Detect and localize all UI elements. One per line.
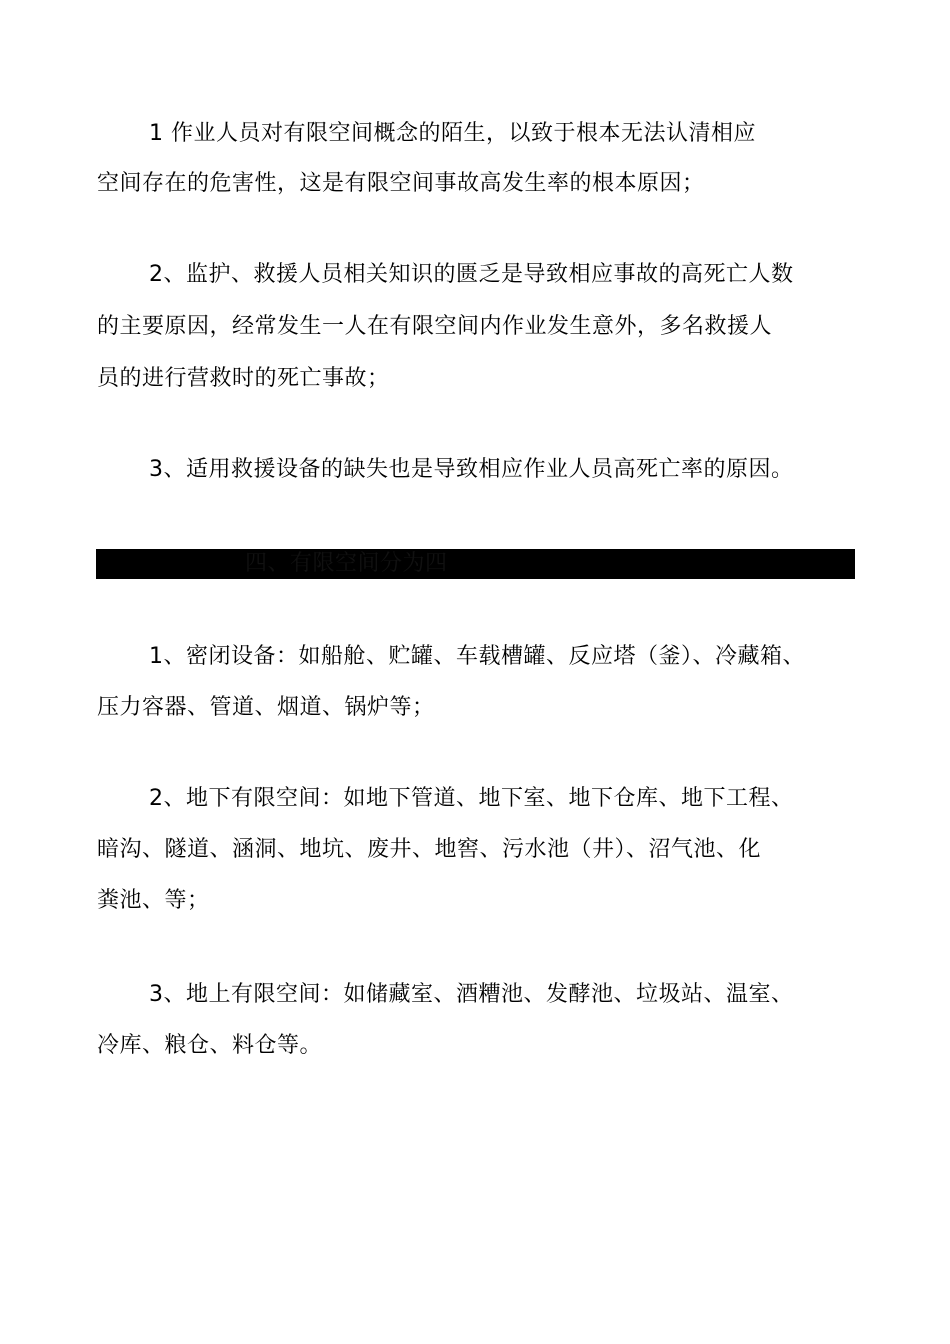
paragraph-line: 空间存在的危害性，这是有限空间事故高发生率的根本原因； bbox=[97, 171, 705, 196]
section-heading: 四、有限空间分为四 bbox=[245, 551, 448, 576]
paragraph-line: 3、地上有限空间：如储藏室、酒糟池、发酵池、垃圾站、温室、 bbox=[149, 982, 794, 1007]
paragraph-line: 压力容器、管道、烟道、锅炉等； bbox=[97, 695, 435, 720]
paragraph-line: 1、密闭设备：如船舱、贮罐、车载槽罐、反应塔（釜）、冷藏箱、 bbox=[149, 644, 805, 669]
paragraph-line: 2、监护、救援人员相关知识的匮乏是导致相应事故的高死亡人数 bbox=[149, 262, 794, 287]
paragraph-line: 员的进行营救时的死亡事故； bbox=[97, 366, 390, 391]
paragraph-line: 2、地下有限空间：如地下管道、地下室、地下仓库、地下工程、 bbox=[149, 786, 794, 811]
paragraph-line: 粪池、等； bbox=[97, 888, 210, 913]
paragraph-line: 3、适用救援设备的缺失也是导致相应作业人员高死亡率的原因。 bbox=[149, 457, 794, 482]
paragraph-line: 冷库、粮仓、料仓等。 bbox=[97, 1033, 323, 1058]
paragraph-line: 的主要原因，经常发生一人在有限空间内作业发生意外，多名救援人 bbox=[97, 314, 773, 339]
paragraph-line: 1 作业人员对有限空间概念的陌生，以致于根本无法认清相应 bbox=[149, 121, 756, 146]
paragraph-line: 暗沟、隧道、涵洞、地坑、废井、地窖、污水池（井）、沼气池、化 bbox=[97, 837, 762, 862]
section-heading-bar bbox=[96, 549, 855, 579]
